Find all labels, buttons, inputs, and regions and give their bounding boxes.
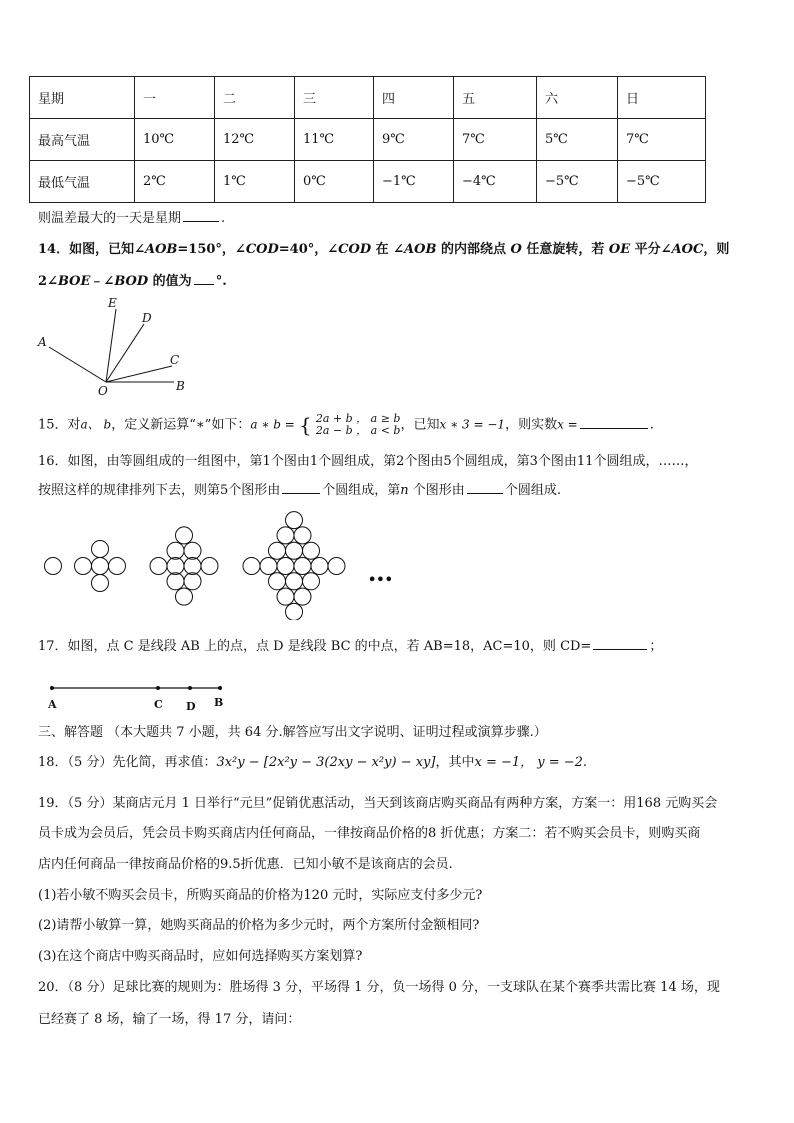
q14-text: 平分 — [630, 242, 661, 257]
q14-line-1 — [38, 240, 729, 260]
figure-4-circle — [328, 558, 345, 575]
q14-angle: ∠COD — [327, 242, 372, 257]
q17-text: 17．如图，点 C 是线段 AB 上的点，点 D 是线段 BC 的中点，若 AB=18，AC=10，则 CD= — [38, 639, 592, 654]
table-cell: −1℃ — [374, 161, 454, 203]
q20-line-2: 已经赛了 8 场，输了一场，得 17 分，请问： — [38, 1012, 301, 1027]
label-e: E — [108, 296, 117, 310]
ellipsis-glyph: ••• — [368, 573, 393, 588]
table-cell: 2℃ — [135, 161, 215, 203]
q14-angle: ∠AOB — [134, 242, 178, 257]
table-row — [30, 77, 706, 119]
table-cell: 最高气温 — [30, 119, 135, 161]
label-d: D — [142, 311, 152, 325]
q18-line — [38, 753, 587, 773]
point-d — [188, 686, 192, 690]
table-cell: 7℃ — [454, 119, 537, 161]
q19-part-2: (2)请帮小敏算一算，她购买商品的价格为多少元时，两个方案所付金额相同? — [38, 918, 480, 933]
q14-text: =150°， — [177, 242, 235, 257]
table-cell: 9℃ — [374, 119, 454, 161]
figure-4-circle — [277, 558, 294, 575]
q17-text: ； — [649, 639, 663, 654]
q15-lhs: a ∗ b = — [250, 417, 295, 432]
label-b: B — [176, 379, 185, 393]
answer-blank — [194, 272, 214, 285]
figure-4-circle — [311, 558, 328, 575]
case-2: 2a − b ， a < b — [315, 424, 401, 437]
table-cell: 12℃ — [215, 119, 295, 161]
q13-answer-line — [38, 209, 225, 229]
figure-4-circle — [286, 542, 303, 559]
figure-4-circle — [294, 588, 311, 605]
q14-text: 的值为 — [148, 274, 192, 289]
q15-text: 15．对 — [38, 417, 81, 433]
answer-blank — [183, 209, 219, 222]
q19-part-3: (3)在这个商店中购买商品时，应如何选择购买方案划算? — [38, 949, 363, 964]
label-d: D — [186, 700, 196, 712]
q19-part-1: (1)若小敏不购买会员卡，所购买商品的价格为120 元时，实际应支付多少元? — [38, 888, 483, 903]
table-header-cell: 二 — [215, 77, 295, 119]
segment-figure — [40, 676, 240, 712]
q14-text: =40°， — [278, 242, 328, 257]
q17-line — [38, 637, 662, 657]
case-1: 2a + b ， a ≥ b — [315, 412, 401, 425]
table-cell: −5℃ — [537, 161, 618, 203]
point-a — [50, 686, 54, 690]
table-header-cell: 一 — [135, 77, 215, 119]
q16-text: 个圆组成，第 — [322, 483, 401, 498]
table-cell: 5℃ — [537, 119, 618, 161]
q14-text: 2 — [38, 274, 48, 289]
q14-angle: ∠AOC — [660, 242, 704, 257]
point-c — [156, 686, 160, 690]
figure-1-circle — [45, 558, 62, 575]
figure-4-circle — [286, 573, 303, 590]
figure-4-circle — [269, 542, 286, 559]
label-o: O — [98, 384, 108, 398]
label-c: C — [170, 353, 180, 367]
figure-2-circle — [75, 558, 92, 575]
figure-3-circle — [167, 573, 184, 590]
q19-line-2: 员卡成为会员后，凭会员卡购买商店内任何商品，一律按商品价格的8 折优惠；方案二：若不购买会员卡，则购买商 — [38, 826, 701, 841]
figure-3-circle — [184, 573, 201, 590]
figure-3-circle — [201, 558, 218, 575]
ray-oc — [106, 366, 172, 382]
q14-angle: ∠BOD — [103, 274, 149, 289]
q14-text: ﹣ — [90, 274, 104, 289]
circle-pattern-figure — [38, 508, 398, 620]
q15-text: ，则实数 — [505, 417, 558, 433]
table-cell: 0℃ — [295, 161, 374, 203]
table-header-cell: 日 — [618, 77, 706, 119]
table-header-cell: 三 — [295, 77, 374, 119]
label-a: A — [38, 335, 47, 349]
answer-blank — [580, 416, 648, 429]
q19-line-1: 19．（5 分）某商店元月 1 日举行“元旦”促销优惠活动，当天到该商店购买商品有两种方案，方案一：用168 元购买会 — [38, 796, 718, 811]
label-c: C — [154, 698, 163, 711]
table-row — [30, 161, 706, 203]
q14-angle: ∠COD — [234, 242, 279, 257]
table-cell: 1℃ — [215, 161, 295, 203]
q18-text: ，其中 — [435, 755, 475, 770]
answer-blank — [467, 481, 503, 494]
point-b — [218, 686, 222, 690]
figure-2-circle — [92, 575, 109, 592]
figure-3-circle — [176, 588, 193, 605]
figure-2-circle — [92, 541, 109, 558]
table-cell: −4℃ — [454, 161, 537, 203]
brace-glyph: { — [298, 413, 312, 437]
q14-ray: OE — [608, 242, 631, 257]
figure-4-circle — [286, 512, 303, 529]
figure-4-circle — [294, 558, 311, 575]
figure-4-circle — [286, 603, 303, 620]
table-header-cell: 四 — [374, 77, 454, 119]
q16-n: n — [400, 483, 409, 498]
table-cell: −5℃ — [618, 161, 706, 203]
q14-text: 的内部绕点 — [436, 242, 511, 257]
q14-angle: ∠AOB — [393, 242, 437, 257]
table-header-cell: 星期 — [30, 77, 135, 119]
figure-3-circle — [150, 558, 167, 575]
q16-text: 个圆组成. — [504, 483, 561, 498]
q16-line-2 — [38, 481, 561, 501]
q16-text: 个图形由 — [408, 483, 465, 498]
answer-blank — [282, 481, 320, 494]
ray-oe — [106, 309, 116, 382]
q19-line-3: 店内任何商品一律按商品价格的9.5折优惠．已知小敏不是该商店的会员. — [38, 857, 453, 872]
table-cell: 最低气温 — [30, 161, 135, 203]
q14-text: 在 — [371, 242, 394, 257]
figure-4-circle — [243, 558, 260, 575]
q13-end: . — [221, 211, 226, 226]
figure-3-circle — [184, 558, 201, 575]
table-row — [30, 119, 706, 161]
label-b: B — [214, 696, 224, 709]
angle-figure — [34, 294, 204, 400]
q15-text: . — [649, 417, 654, 433]
q14-text: 14．如图，已知 — [38, 242, 135, 257]
q14-angle: ∠BOE — [47, 274, 91, 289]
figure-2-circle — [109, 558, 126, 575]
figure-3-circle — [184, 542, 201, 559]
q14-text: ，则 — [703, 242, 730, 257]
q18-values: x = −1， y = −2. — [474, 755, 588, 770]
table-cell: 10℃ — [135, 119, 215, 161]
q15-cond: x ∗ 3 = −1 — [439, 417, 506, 432]
q15-line — [38, 413, 654, 437]
figure-4-circle — [277, 527, 294, 544]
section-heading: 三、解答题 （本大题共 7 小题，共 64 分.解答应写出文字说明、证明过程或演算步骤.） — [38, 725, 547, 740]
q13-text: 则温差最大的一天是星期 — [38, 211, 182, 226]
q15-text: ，已知 — [400, 417, 440, 433]
table-header-cell: 六 — [537, 77, 618, 119]
q16-text: 按照这样的规律排列下去，则第5个图形由 — [38, 483, 281, 498]
q14-text: 任意旋转，若 — [521, 242, 609, 257]
figure-3-circle — [167, 558, 184, 575]
q18-text: 18．（5 分）先化简，再求值： — [38, 755, 217, 770]
figure-4-circle — [303, 573, 320, 590]
figure-4-circle — [277, 588, 294, 605]
q14-text: °. — [215, 274, 227, 289]
figure-4-circle — [303, 542, 320, 559]
figure-4-circle — [260, 558, 277, 575]
label-a: A — [48, 698, 57, 711]
table-cell: 7℃ — [618, 119, 706, 161]
q15-vars: a、 b — [80, 417, 112, 432]
table-cell: 11℃ — [295, 119, 374, 161]
q15-x: x = — [557, 417, 578, 432]
q15-text: ，定义新运算“∗”如下： — [111, 417, 251, 433]
piecewise-cases — [316, 413, 401, 437]
figure-3-circle — [176, 527, 193, 544]
q20-line-1: 20．（8 分）足球比赛的规则为：胜场得 3 分，平场得 1 分，负一场得 0 分，一支球队在某个赛季共需比赛 14 场，现 — [38, 980, 720, 995]
figure-2-circle — [92, 558, 109, 575]
figure-3-circle — [167, 542, 184, 559]
q14-point: O — [510, 242, 522, 257]
ray-od — [106, 324, 144, 382]
figure-4-circle — [294, 527, 311, 544]
figure-4-circle — [269, 573, 286, 590]
table-header-cell: 五 — [454, 77, 537, 119]
temperature-table — [29, 76, 706, 203]
answer-blank — [593, 637, 647, 650]
q16-line-1: 16．如图，由等圆组成的一组图中，第1个图由1个圆组成，第2个图由5个圆组成，第3个图由11个圆组成，……， — [38, 454, 698, 469]
ray-oa — [49, 347, 106, 382]
q14-line-2 — [38, 272, 227, 292]
q18-expression: 3x²y − [2x²y − 3(2xy − x²y) − xy] — [216, 755, 436, 770]
